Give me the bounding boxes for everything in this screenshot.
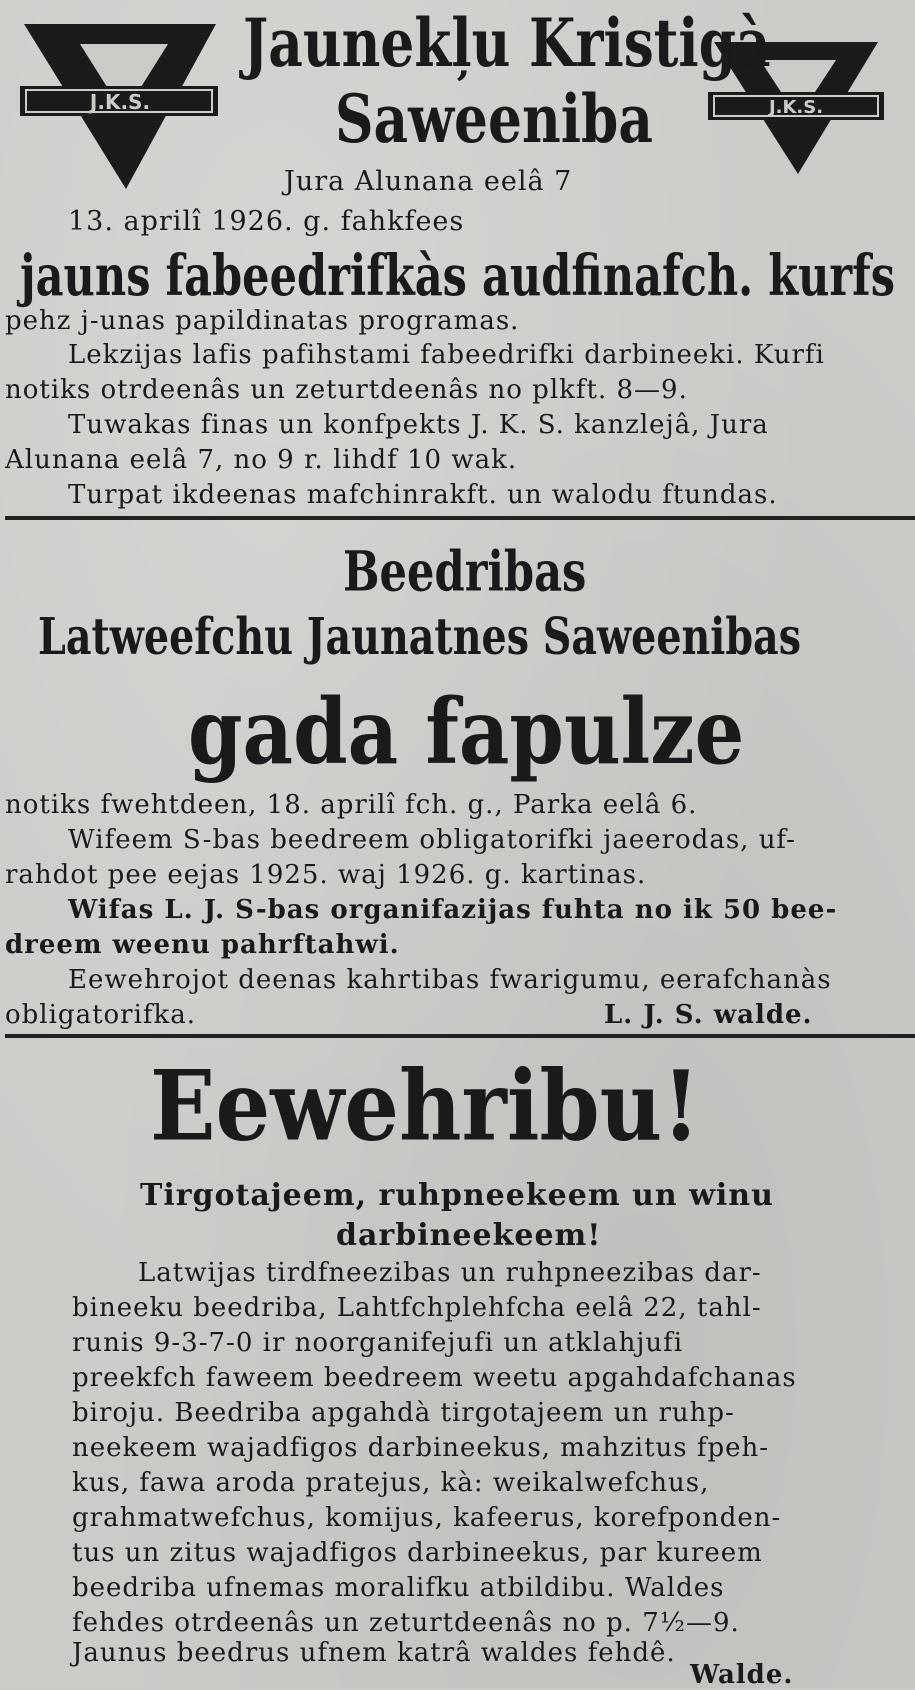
s1-text-3: notiks otrdeenâs un zeturtdeenâs no plkft. 8—9. bbox=[5, 375, 688, 405]
s3-text-1: Latwijas tirdfneezibas un ruhpneezibas dar- bbox=[138, 1258, 762, 1288]
s3-text-10: beedriba ufnemas moralifku atbildibu. Waldes bbox=[72, 1573, 725, 1603]
s3-text-7: kus, fawa aroda pratejus, kà: weikalwefchus, bbox=[72, 1468, 710, 1498]
s3-text-5: biroju. Beedriba apgahdà tirgotajeem un ruhp- bbox=[72, 1398, 735, 1428]
s2-text-7: obligatorifka. bbox=[5, 1000, 197, 1030]
address-line: Jura Alunana eelâ 7 bbox=[284, 166, 573, 197]
society-title: Beedribas bbox=[343, 540, 587, 605]
s1-text-4: Tuwakas finas un konfpekts J. K. S. kanzlejâ, Jura bbox=[68, 410, 769, 440]
s3-text-9: tus un zitus wajadfigos darbineekus, par kureem bbox=[72, 1538, 763, 1568]
divider-1 bbox=[5, 516, 915, 520]
s2-text-4: Wifas L. J. S-bas organifazijas fuhta no ik 50 bee- bbox=[68, 895, 838, 925]
s3-text-8: grahmatwefchus, komijus, kafeerus, korefponden- bbox=[72, 1503, 782, 1533]
notice-headline: Eewehribu! bbox=[150, 1050, 700, 1164]
s3-signature: Walde. bbox=[690, 1660, 794, 1690]
jks-logo-left bbox=[18, 14, 223, 194]
s1-text-6: Turpat ikdeenas mafchinrakft. un walodu ftundas. bbox=[68, 480, 778, 510]
svg-text:J.K.S.: J.K.S. bbox=[89, 90, 151, 114]
s2-text-2: Wifeem S-bas beedreem obligatorifki jaeerodas, uf- bbox=[68, 825, 796, 855]
s3-text-2: bineeku beedriba, Lahtfchplehfcha eelâ 22, tahl- bbox=[72, 1293, 762, 1323]
s3-text-3: runis 9-3-7-0 ir noorganifejufi un atklahjufi bbox=[72, 1328, 684, 1358]
s1-text-1: pehz j-unas papildinatas programas. bbox=[5, 306, 520, 336]
s2-text-5: dreem weenu pahrftahwi. bbox=[5, 930, 400, 960]
title-line-1: Jaunekļu Kristigà bbox=[243, 4, 771, 83]
date-line: 13. aprilî 1926. g. fahkfees bbox=[68, 206, 465, 237]
s2-text-3: rahdot pee eejas 1925. waj 1926. g. kartinas. bbox=[5, 860, 647, 890]
s2-text-1: notiks fwehtdeen, 18. aprilî fch. g., Parka eelâ 6. bbox=[5, 790, 698, 820]
s1-text-2: Lekzijas lafis pafihstami fabeedrifki darbineeki. Kurfi bbox=[68, 340, 825, 370]
notice-subhead-2: darbineekeem! bbox=[336, 1218, 602, 1253]
divider-2 bbox=[5, 1034, 915, 1038]
s3-text-11: fehdes otrdeenâs un zeturtdeenâs no p. 7½—9. bbox=[72, 1608, 740, 1638]
course-headline: jauns fabeedrifkàs audfinafch. kurfs bbox=[20, 242, 895, 309]
title-line-2: Saweeniba bbox=[335, 80, 653, 159]
s1-text-5: Alunana eelâ 7, no 9 r. lihdf 10 wak. bbox=[5, 445, 518, 475]
s3-text-12: Jaunus beedrus ufnem katrâ waldes fehdê. bbox=[72, 1638, 676, 1668]
meeting-headline: gada fapulze bbox=[188, 680, 745, 785]
s2-text-6: Eewehrojot deenas kahrtibas fwarigumu, eerafchanàs bbox=[68, 965, 832, 995]
notice-subhead-1: Tirgotajeem, ruhpneekeem un winu bbox=[140, 1178, 774, 1213]
s3-text-4: preekfch faweem beedreem weetu apgahdafchanas bbox=[72, 1363, 797, 1393]
s2-signature: L. J. S. walde. bbox=[604, 1000, 813, 1030]
svg-text:J.K.S.: J.K.S. bbox=[768, 97, 824, 118]
society-name: Latweefchu Jaunatnes Saweenibas bbox=[38, 608, 802, 667]
s3-text-6: neekeem wajadfigos darbineekus, mahzitus fpeh- bbox=[72, 1433, 770, 1463]
